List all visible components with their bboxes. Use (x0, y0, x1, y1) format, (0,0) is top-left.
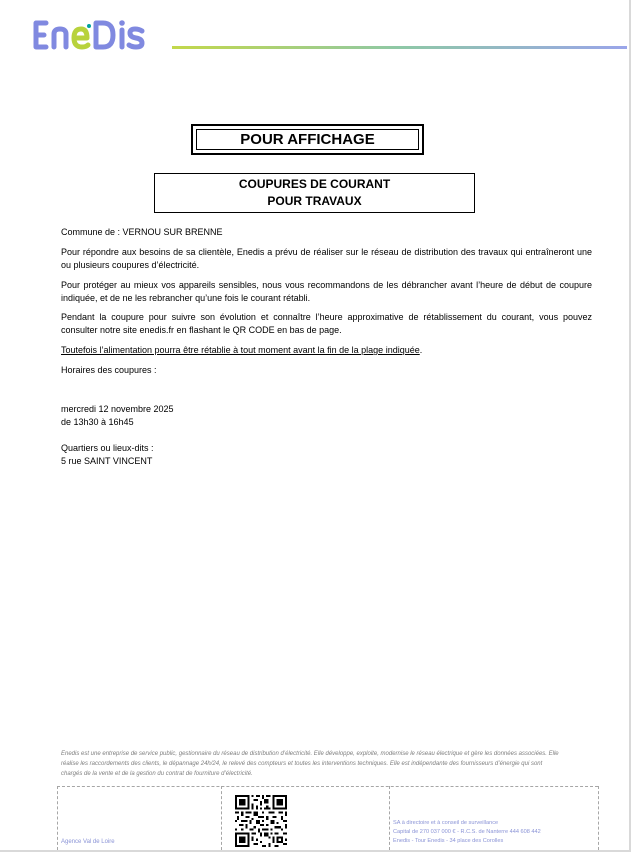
warning-line (61, 344, 592, 357)
coupure-date: mercredi 12 novembre 2025 (61, 404, 174, 414)
footer-dashed-divider-1 (221, 786, 222, 850)
coupures-title-line2: POUR TRAVAUX (267, 194, 362, 208)
legal-line-2: Capital de 270 037 000 € - R.C.S. de Nanterre 444 608 442 (393, 829, 541, 835)
pour-affichage-title: POUR AFFICHAGE (196, 129, 419, 150)
qr-code-icon[interactable] (235, 795, 287, 847)
logo-gradient-line (172, 46, 627, 49)
footer-legal-paragraph: Enedis est une entreprise de service public, gestionnaire du réseau de distribution d’électricité. Elle développe, exploite, modernise le réseau électrique et gère les données associées. Elle réalise les raccordements des clients, le dépannage 24h/24, le relevé des compteurs et toutes les interventions techniques. Elle est indépendante des fournisseurs d’énergie qui sont chargés de la vente et de la gestion du contrat de fourniture d’électricité. (61, 751, 559, 777)
footer-dashed-left (57, 786, 58, 850)
footer-dashed-top (57, 786, 598, 787)
coupure-time: de 13h30 à 16h45 (61, 417, 134, 427)
commune-line: Commune de : VERNOU SUR BRENNE (61, 227, 223, 237)
quartiers-label: Quartiers ou lieux-dits : (61, 443, 154, 453)
legal-line-1: SA à directoire et à conseil de surveillance (393, 820, 499, 826)
footer-dashed-right (598, 786, 599, 850)
enedis-logo (32, 18, 166, 52)
pour-affichage-box (191, 124, 424, 155)
paragraph-appareils: Pour protéger au mieux vos appareils sensibles, nous vous recommandons de les débrancher avant l’heure de début de coupure indiquée, et de ne les rebrancher qu’une fois le courant rétabli. (61, 280, 592, 303)
coupures-title-line1: COUPURES DE COURANT (238, 177, 391, 191)
footer-legal-block (393, 819, 541, 846)
warning-period: . (419, 345, 423, 355)
footer-dashed-divider-2 (389, 786, 390, 850)
coupures-title-box (154, 173, 475, 213)
legal-line-3: Enedis - Tour Enedis - 34 place des Corolles (393, 838, 504, 844)
agence-name: Agence Val de Loire (61, 839, 115, 845)
paragraph-clientele: Pour répondre aux besoins de sa clientèle, Enedis a prévu de réaliser sur le réseau de distribution des travaux qui entraîneront une ou plusieurs coupures d’électricité. (61, 247, 592, 270)
horaires-label: Horaires des coupures : (61, 365, 157, 375)
address-line: 5 rue SAINT VINCENT (61, 456, 153, 466)
paragraph-qr-code: Pendant la coupure pour suivre son évolution et connaître l’heure approximative de rétablissement du courant, vous pouvez consulter notre site enedis.fr en flashant le QR CODE en bas de page. (61, 312, 592, 335)
warning-underlined-text: Toutefois l’alimentation pourra être rétablie à tout moment avant la fin de la plage indiquée (61, 345, 420, 355)
